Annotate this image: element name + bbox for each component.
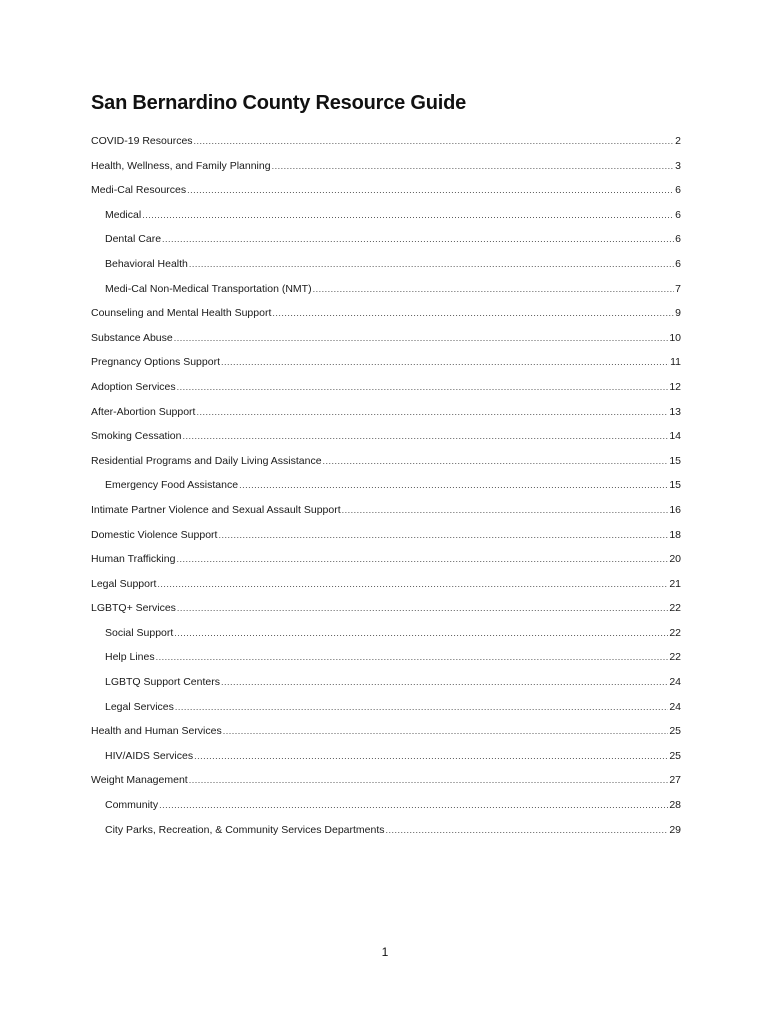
toc-entry-label[interactable]: Pregnancy Options Support — [91, 356, 220, 369]
toc-entry-page-number[interactable]: 2 — [675, 135, 681, 147]
toc-entry-page-number[interactable]: 7 — [675, 282, 681, 295]
toc-dot-leader — [218, 530, 668, 540]
toc-entry-page-number[interactable]: 16 — [669, 503, 681, 516]
toc-entry-page-number[interactable]: 29 — [669, 823, 681, 836]
toc-entry-page-number[interactable]: 21 — [669, 577, 681, 590]
toc-entry-label[interactable]: LGBTQ Support Centers — [105, 676, 220, 689]
toc-entry[interactable] — [91, 307, 681, 332]
toc-entry-page-number[interactable]: 6 — [675, 184, 681, 197]
toc-entry[interactable] — [91, 135, 681, 160]
toc-entry[interactable] — [91, 233, 681, 258]
toc-entry-label[interactable]: Medical — [105, 208, 142, 221]
toc-entry-label[interactable]: LGBTQ+ Services — [91, 602, 176, 615]
toc-entry-page-number[interactable]: 28 — [669, 799, 681, 812]
toc-entry[interactable] — [91, 651, 681, 676]
toc-dot-leader — [272, 161, 675, 171]
page-number: 1 — [381, 945, 389, 959]
toc-entry[interactable] — [91, 479, 681, 504]
toc-entry-page-number[interactable]: 6 — [675, 233, 681, 246]
toc-entry[interactable] — [91, 676, 681, 701]
toc-entry-label[interactable]: Behavioral Health — [105, 257, 188, 270]
toc-entry-label[interactable]: City Parks, Recreation, & Community Services Departments — [105, 823, 385, 836]
toc-entry-page-number[interactable]: 10 — [669, 331, 681, 344]
toc-dot-leader — [223, 726, 669, 736]
toc-dot-leader — [323, 456, 669, 466]
toc-entry-page-number[interactable]: 11 — [670, 356, 681, 369]
toc-entry[interactable] — [91, 283, 681, 308]
toc-entry-label[interactable]: Social Support — [105, 626, 174, 639]
toc-dot-leader — [189, 259, 674, 269]
toc-dot-leader — [196, 407, 668, 417]
toc-dot-leader — [142, 210, 674, 220]
toc-entry[interactable] — [91, 258, 681, 283]
table-of-contents — [91, 135, 681, 848]
toc-entry[interactable] — [91, 529, 681, 554]
toc-entry[interactable] — [91, 184, 681, 209]
toc-dot-leader — [157, 579, 668, 589]
toc-entry[interactable] — [91, 602, 681, 627]
toc-entry-page-number[interactable]: 25 — [669, 725, 681, 738]
toc-entry[interactable] — [91, 725, 681, 750]
toc-entry-page-number[interactable]: 15 — [669, 454, 681, 467]
toc-entry-label[interactable]: Emergency Food Assistance — [105, 479, 239, 492]
toc-entry-page-number[interactable]: 22 — [669, 651, 681, 664]
toc-entry-label[interactable]: Health and Human Services — [91, 725, 222, 738]
toc-entry-page-number[interactable]: 13 — [669, 405, 681, 418]
toc-dot-leader — [187, 185, 674, 195]
toc-entry[interactable] — [91, 774, 681, 799]
toc-entry-page-number[interactable]: 15 — [669, 479, 681, 492]
toc-entry-label[interactable]: Smoking Cessation — [91, 430, 182, 443]
toc-entry-page-number[interactable]: 24 — [669, 700, 681, 713]
toc-dot-leader — [239, 480, 668, 490]
toc-entry-label[interactable]: Residential Programs and Daily Living Assistance — [91, 454, 322, 467]
toc-dot-leader — [159, 800, 668, 810]
toc-entry-label[interactable]: Legal Support — [91, 577, 157, 590]
toc-entry-page-number[interactable]: 22 — [669, 626, 681, 639]
toc-dot-leader — [175, 702, 668, 712]
toc-dot-leader — [176, 554, 668, 564]
toc-entry-label[interactable]: Health, Wellness, and Family Planning — [91, 159, 271, 172]
toc-entry-page-number[interactable]: 27 — [669, 774, 681, 787]
toc-entry[interactable] — [91, 332, 681, 357]
toc-entry-page-number[interactable]: 25 — [669, 749, 681, 762]
toc-dot-leader — [156, 652, 669, 662]
toc-dot-leader — [221, 677, 668, 687]
toc-entry[interactable] — [91, 406, 681, 431]
toc-entry-page-number[interactable]: 6 — [675, 208, 681, 221]
page-title: San Bernardino County Resource Guide — [91, 92, 467, 114]
toc-entry-page-number[interactable]: 22 — [669, 602, 681, 615]
toc-dot-leader — [174, 333, 669, 343]
toc-dot-leader — [313, 284, 675, 294]
toc-entry-page-number[interactable]: 12 — [669, 380, 681, 393]
toc-entry-label[interactable]: Help Lines — [105, 651, 155, 664]
toc-entry[interactable] — [91, 799, 681, 824]
toc-entry-label[interactable]: Domestic Violence Support — [91, 528, 218, 541]
toc-entry-label[interactable]: Medi-Cal Resources — [91, 184, 187, 197]
toc-entry-page-number[interactable]: 18 — [669, 528, 681, 541]
toc-dot-leader — [194, 136, 675, 146]
toc-entry[interactable] — [91, 578, 681, 603]
toc-entry-label[interactable]: Intimate Partner Violence and Sexual Assault Support — [91, 503, 341, 516]
toc-entry-label[interactable]: Weight Management — [91, 774, 188, 787]
toc-entry[interactable] — [91, 504, 681, 529]
toc-entry[interactable] — [91, 381, 681, 406]
toc-entry-page-number[interactable]: 9 — [675, 307, 681, 320]
toc-entry[interactable] — [91, 627, 681, 652]
toc-entry[interactable] — [91, 455, 681, 480]
toc-entry[interactable] — [91, 701, 681, 726]
toc-entry[interactable] — [91, 356, 681, 381]
toc-entry-page-number[interactable]: 20 — [669, 553, 681, 566]
toc-dot-leader — [386, 825, 669, 835]
toc-entry-label[interactable]: HIV/AIDS Services — [105, 749, 194, 762]
toc-entry[interactable] — [91, 160, 681, 185]
toc-entry-page-number[interactable]: 3 — [675, 159, 681, 172]
toc-dot-leader — [177, 603, 668, 613]
toc-entry-label[interactable]: COVID-19 Resources — [91, 135, 193, 147]
toc-dot-leader — [342, 505, 669, 515]
toc-entry-page-number[interactable]: 24 — [669, 676, 681, 689]
toc-entry-label[interactable]: Adoption Services — [91, 380, 176, 393]
toc-entry[interactable] — [91, 553, 681, 578]
toc-entry-label[interactable]: After-Abortion Support — [91, 405, 196, 418]
toc-entry-label[interactable]: Counseling and Mental Health Support — [91, 307, 272, 320]
toc-entry-page-number[interactable]: 14 — [669, 430, 681, 443]
toc-entry-label[interactable]: Community — [105, 799, 159, 812]
toc-entry[interactable] — [91, 750, 681, 775]
toc-dot-leader — [221, 357, 669, 367]
toc-entry-label[interactable]: Medi-Cal Non-Medical Transportation (NMT) — [105, 282, 312, 295]
toc-entry[interactable] — [91, 430, 681, 455]
toc-dot-leader — [177, 382, 669, 392]
toc-entry-page-number[interactable]: 6 — [675, 257, 681, 270]
toc-dot-leader — [182, 431, 668, 441]
toc-entry-label[interactable]: Human Trafficking — [91, 553, 176, 566]
toc-entry[interactable] — [91, 209, 681, 234]
toc-dot-leader — [174, 628, 668, 638]
toc-entry-label[interactable]: Dental Care — [105, 233, 162, 246]
toc-dot-leader — [194, 751, 668, 761]
toc-dot-leader — [189, 775, 669, 785]
toc-entry-label[interactable]: Substance Abuse — [91, 331, 173, 344]
toc-dot-leader — [162, 234, 674, 244]
toc-entry-label[interactable]: Legal Services — [105, 700, 174, 713]
toc-entry[interactable] — [91, 824, 681, 849]
toc-dot-leader — [272, 308, 674, 318]
